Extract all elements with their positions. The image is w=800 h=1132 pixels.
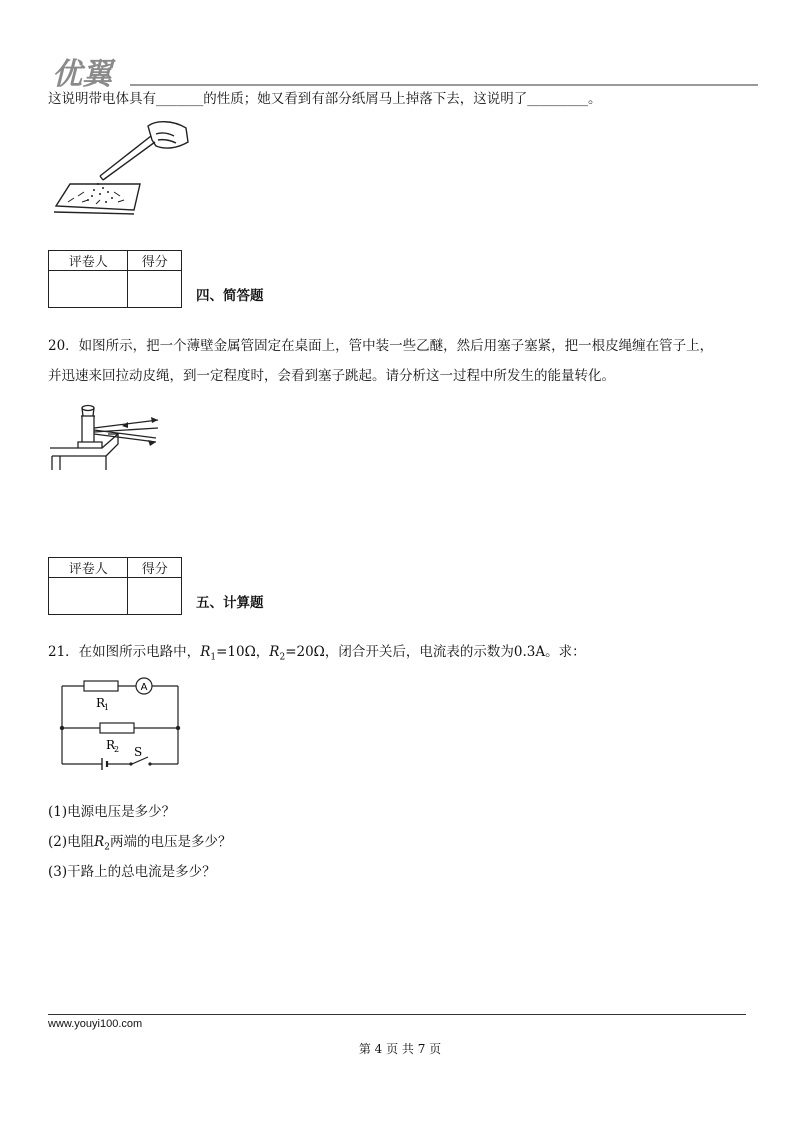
score-header: 得分 (128, 558, 182, 578)
score-cell (128, 578, 182, 615)
circuit-diagram (50, 674, 190, 774)
tube-rope-figure (48, 398, 168, 470)
section-4-title: 四、简答题 (196, 288, 264, 304)
switch-label: S (134, 745, 143, 759)
grader-cell (49, 271, 128, 308)
grader-header: 评卷人 (49, 558, 128, 578)
grader-header: 评卷人 (49, 251, 128, 271)
section-5-title: 五、计算题 (196, 595, 264, 611)
page-number: 第 4 页 共 7 页 (358, 1042, 442, 1056)
grader-cell (49, 578, 128, 615)
q20-line1: 20．如图所示，把一个薄壁金属管固定在桌面上，管中装一些乙醚，然后用塞子塞紧，把一根皮绳缠在管子上， (48, 338, 714, 354)
score-header: 得分 (128, 251, 182, 271)
resistor-r1 (84, 681, 118, 691)
youyi-logo (50, 52, 170, 92)
r1-label: R (96, 696, 106, 710)
r2-label: R (106, 738, 116, 752)
footer-rule (48, 1014, 746, 1015)
footer-url: www.youyi100.com (48, 1018, 143, 1030)
q19-tail-text: 这说明带电体具有_______的性质；她又看到有部分纸屑马上掉落下去，这说明了_________。 (48, 91, 602, 107)
ammeter-label: A (140, 682, 148, 693)
score-box-5 (48, 557, 182, 615)
r2-sub-label: 2 (114, 745, 120, 754)
r1-sub-label: 1 (104, 703, 110, 712)
resistor-r2 (100, 723, 134, 733)
score-cell (128, 271, 182, 308)
q21-sub2: (2)电阻$R_2$两端的电压是多少？ (48, 834, 232, 853)
q21-sub1: (1)电源电压是多少？ (48, 804, 176, 820)
charged-rod-figure (48, 118, 198, 218)
q20-line2: 并迅速来回拉动皮绳，到一定程度时，会看到塞子跳起。请分析这一过程中所发生的能量转化。 (48, 368, 615, 384)
q21-sub3: (3)干路上的总电流是多少？ (48, 864, 216, 880)
logo-text: 优翼 (52, 57, 112, 92)
q21-stem: 21．在如图所示电路中，$R_1=10\Omega$，$R_2=20\Omega$，闭合开关后，电流表的示数为0.3A。求： (48, 644, 586, 663)
score-box-4 (48, 250, 182, 308)
header-rule (130, 84, 758, 86)
